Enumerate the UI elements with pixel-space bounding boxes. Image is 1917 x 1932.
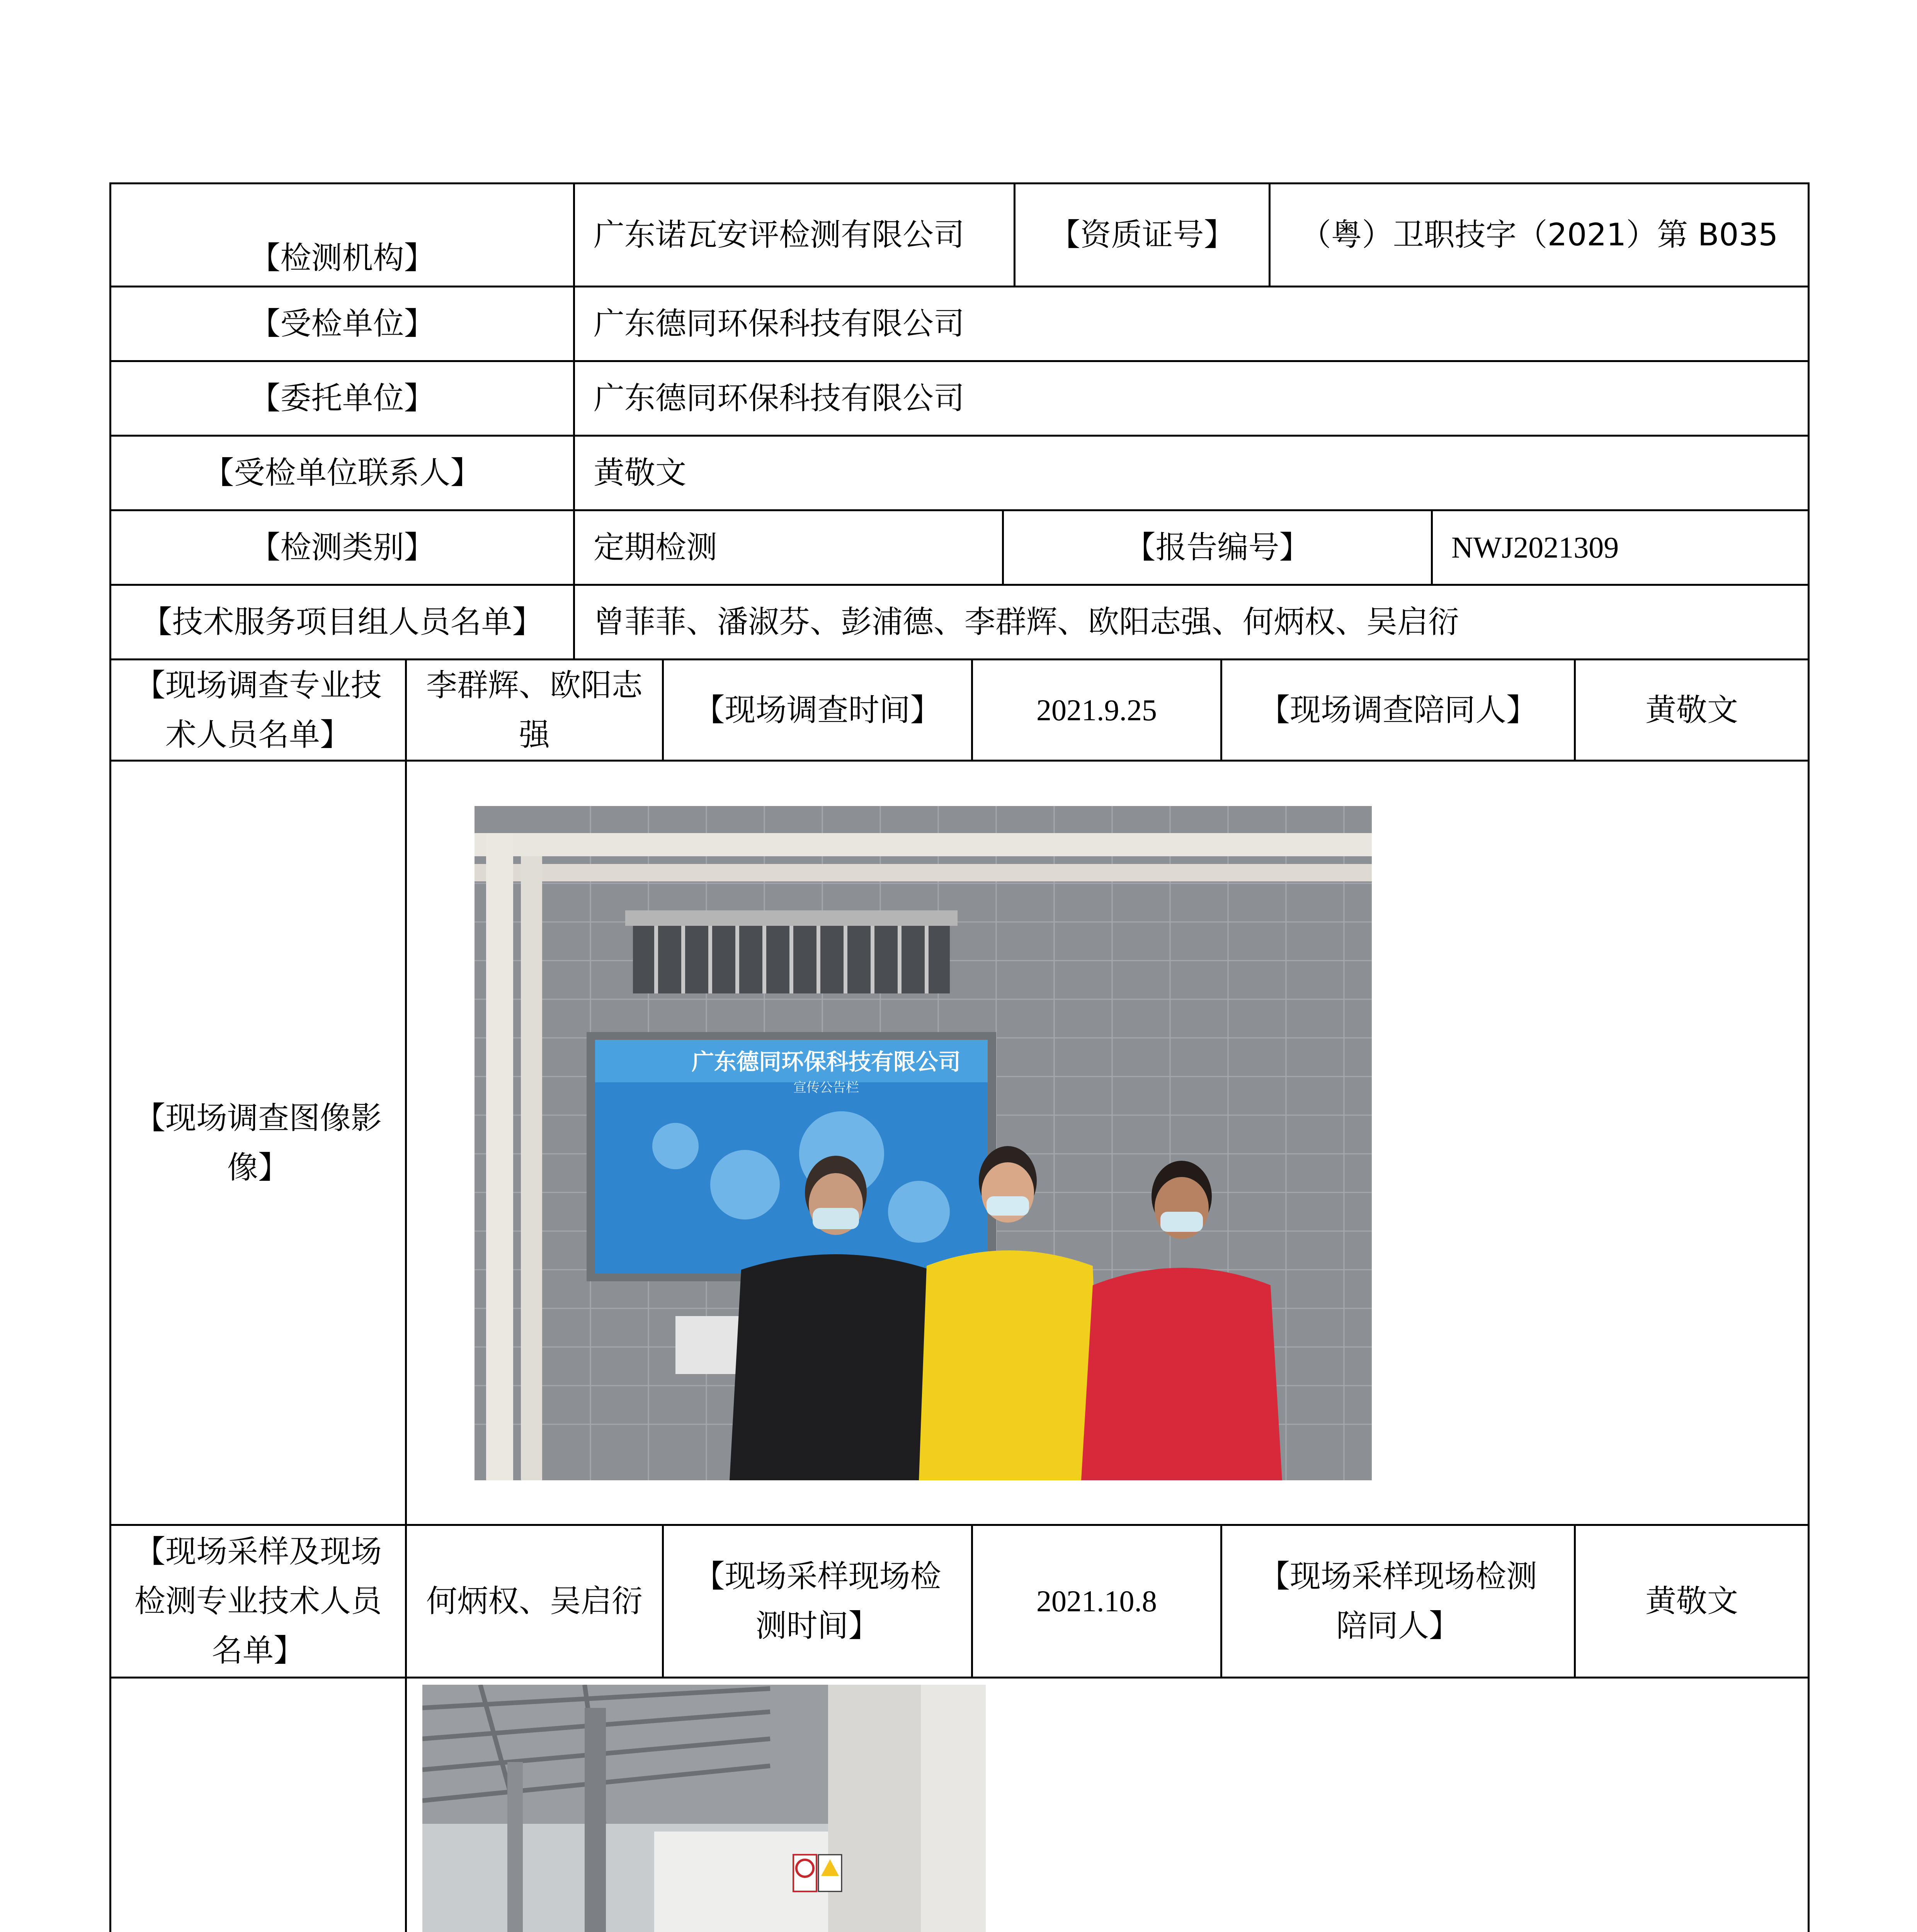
board-subtitle: 宣传公告栏 xyxy=(793,1080,859,1095)
report-label-cell xyxy=(1004,511,1433,586)
report-value: NWJ2021309 xyxy=(1451,531,1619,564)
type-value-cell xyxy=(575,511,1004,586)
survey-escort-label: 【现场调查陪同人】 xyxy=(1259,692,1537,728)
survey-staff-label: 【现场调查专业技术人员名单】 xyxy=(134,667,382,753)
inspection-info-table xyxy=(109,182,1810,1932)
org-label: 【检测机构】 xyxy=(249,240,435,276)
team-value-cell xyxy=(575,586,1808,660)
cert-label-cell xyxy=(1015,184,1271,287)
sampling-photo-cell xyxy=(407,1679,1808,1932)
inspected-value-cell xyxy=(575,287,1808,362)
cert-label: 【资质证号】 xyxy=(1049,217,1235,253)
cert-value-cell xyxy=(1271,184,1808,287)
org-value: 广东诺瓦安评检测有限公司 xyxy=(594,217,964,253)
sampling-time-label: 【现场采样现场检测时间】 xyxy=(694,1558,941,1644)
sampling-time-label-cell xyxy=(664,1526,973,1679)
sampling-staff-label-cell xyxy=(111,1526,407,1679)
contact-label: 【受检单位联系人】 xyxy=(203,455,481,491)
org-label-cell xyxy=(111,184,575,287)
survey-staff-value: 李群辉、欧阳志强 xyxy=(426,667,643,753)
board-title: 广东德同环保科技有限公司 xyxy=(691,1049,961,1075)
team-label: 【技术服务项目组人员名单】 xyxy=(141,604,543,640)
survey-time-label: 【现场调查时间】 xyxy=(694,692,941,728)
survey-time-label-cell xyxy=(664,660,973,762)
report-value-cell xyxy=(1433,511,1808,586)
survey-photo-cell xyxy=(407,762,1808,1526)
sampling-escort-value-cell xyxy=(1576,1526,1808,1679)
sampling-time-value-cell xyxy=(973,1526,1222,1679)
type-value: 定期检测 xyxy=(594,529,717,565)
contact-value-cell xyxy=(575,437,1808,511)
sampling-escort-value: 黄敬文 xyxy=(1645,1583,1738,1619)
contact-label-cell xyxy=(111,437,575,511)
survey-staff-value-cell xyxy=(407,660,664,762)
survey-escort-value: 黄敬文 xyxy=(1645,692,1738,728)
sampling-photo-label-cell xyxy=(111,1679,407,1932)
sampling-staff-label: 【现场采样及现场检测专业技术人员名单】 xyxy=(134,1534,382,1668)
survey-escort-label-cell xyxy=(1222,660,1576,762)
survey-photo-image xyxy=(475,806,1372,1480)
org-value-cell xyxy=(575,184,1015,287)
survey-time-value-cell xyxy=(973,660,1222,762)
inspected-label: 【受检单位】 xyxy=(249,306,435,342)
client-value: 广东德同环保科技有限公司 xyxy=(594,380,964,416)
inspected-label-cell xyxy=(111,287,575,362)
client-label-cell xyxy=(111,362,575,437)
survey-time-value: 2021.9.25 xyxy=(1036,693,1157,727)
inspected-value: 广东德同环保科技有限公司 xyxy=(594,306,964,342)
survey-staff-label-cell xyxy=(111,660,407,762)
team-value: 曾菲菲、潘淑芬、彭浦德、李群辉、欧阳志强、何炳权、吴启衍 xyxy=(594,604,1459,640)
type-label: 【检测类别】 xyxy=(249,529,435,565)
sampling-staff-value: 何炳权、吴启衍 xyxy=(426,1583,643,1619)
sampling-escort-label-cell xyxy=(1222,1526,1576,1679)
type-label-cell xyxy=(111,511,575,586)
survey-escort-value-cell xyxy=(1576,660,1808,762)
survey-photo-label-cell xyxy=(111,762,407,1526)
survey-photo-label: 【现场调查图像影像】 xyxy=(134,1100,382,1185)
report-label: 【报告编号】 xyxy=(1124,529,1310,565)
sampling-photo xyxy=(422,1685,986,1932)
client-value-cell xyxy=(575,362,1808,437)
sampling-staff-value-cell xyxy=(407,1526,664,1679)
sampling-time-value: 2021.10.8 xyxy=(1036,1584,1157,1618)
cert-value: （粤）卫职技字（2021）第 B035 xyxy=(1300,217,1778,253)
client-label: 【委托单位】 xyxy=(249,380,435,416)
sampling-photo-image xyxy=(422,1685,986,1932)
survey-photo xyxy=(475,806,1372,1480)
team-label-cell xyxy=(111,586,575,660)
sampling-escort-label: 【现场采样现场检测陪同人】 xyxy=(1259,1558,1537,1644)
contact-value: 黄敬文 xyxy=(594,455,686,491)
